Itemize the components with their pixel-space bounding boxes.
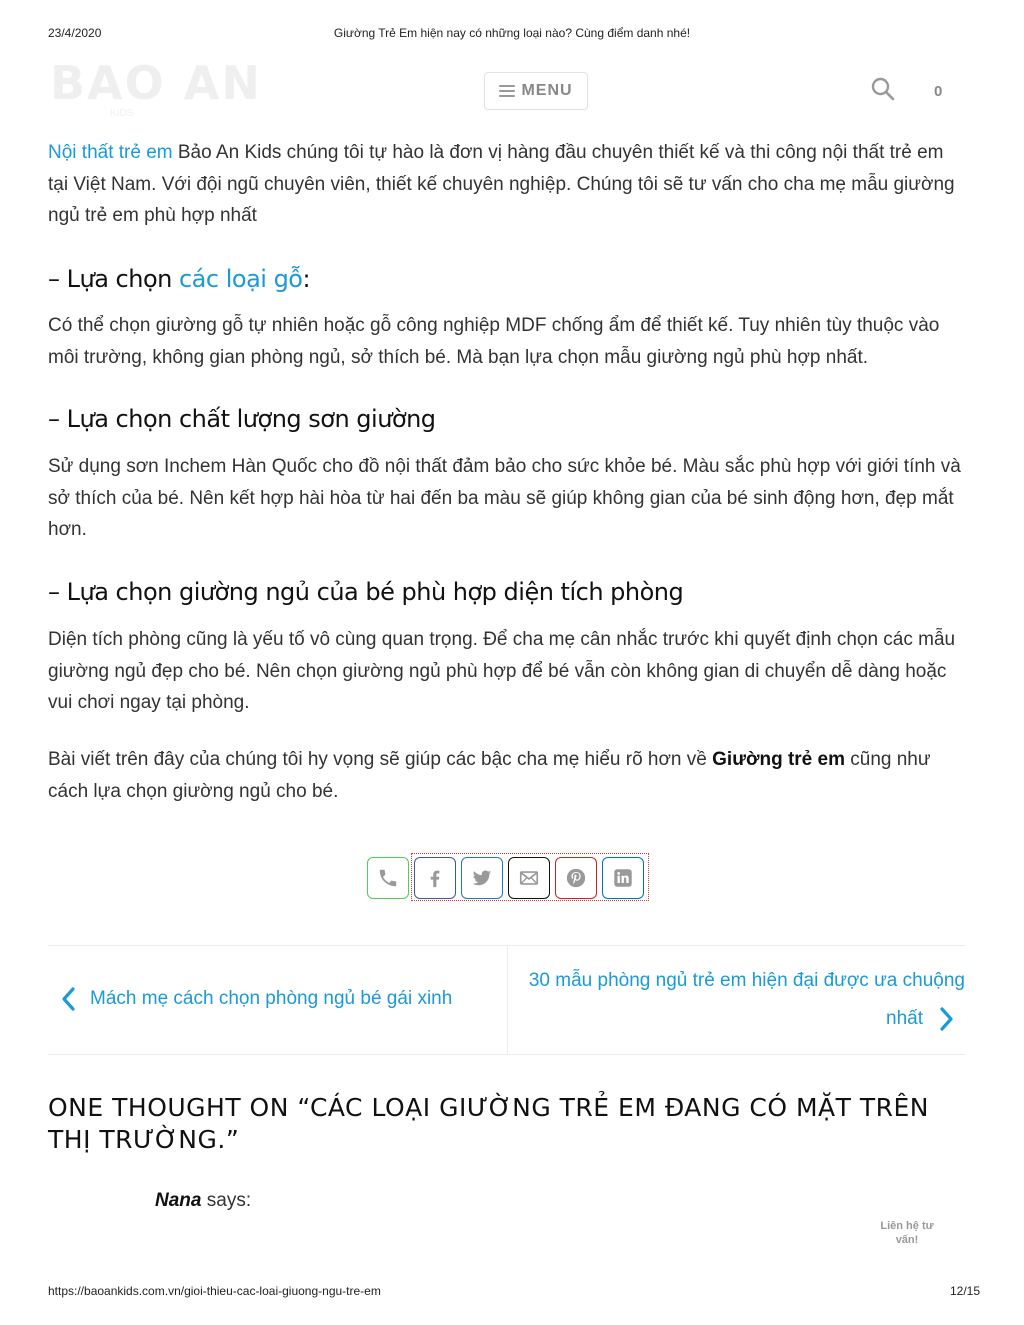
wood-types-link[interactable]: các loại gỗ	[178, 265, 303, 293]
prev-post-link[interactable]	[60, 986, 452, 1012]
section-body-paint: Sử dụng sơn Inchem Hàn Quốc cho đồ nội thất đảm bảo cho sức khỏe bé. Màu sắc phù hợp với giới tính và sở thích của bé. Nên kết hợp hài hòa từ hai đến ba màu sẽ giúp không gian của bé sinh động hơn, đẹp mắt hơn.	[48, 456, 961, 540]
heading-prefix: – Lựa chọn	[48, 265, 179, 293]
print-title: Giường Trẻ Em hiện nay có những loại nào? Cùng điểm danh nhé!	[333, 26, 691, 40]
share-phone-button[interactable]	[367, 857, 409, 899]
email-icon	[518, 867, 540, 889]
print-date: 23/4/2020	[48, 26, 102, 40]
print-page-number: 12/15	[949, 1284, 980, 1298]
comment-says-label: says:	[201, 1190, 252, 1211]
post-navigation-divider	[507, 946, 508, 1054]
logo-subtext: KIDS	[110, 108, 134, 119]
contact-consult-widget[interactable]	[872, 1219, 942, 1247]
prev-post-title: Mách mẹ cách chọn phòng ngủ bé gái xinh	[90, 988, 453, 1009]
section-heading-wood	[48, 265, 310, 293]
conclusion-text-before: Bài viết trên đây của chúng tôi hy vọng sẽ giúp các bậc cha mẹ hiểu rõ hơn về	[48, 749, 713, 770]
conclusion-paragraph	[48, 744, 966, 807]
comments-title: ONE THOUGHT ON “CÁC LOẠI GIƯỜNG TRẺ EM ĐANG CÓ MẶT TRÊN THỊ TRƯỜNG.”	[48, 1093, 930, 1154]
section-body-room-size: Diện tích phòng cũng là yếu tố vô cùng quan trọng. Để cha mẹ cân nhắc trước khi quyết định chọn các mẫu giường ngủ đẹp cho bé. Nên chọn giường ngủ phù hợp để bé vẫn còn không gian di chuyển dễ dàng hoặc vui chơi ngay tại phòng.	[48, 629, 956, 713]
share-pinterest-button[interactable]	[555, 857, 597, 899]
section-heading-paint: – Lựa chọn chất lượng sơn giường	[48, 405, 436, 433]
comment-author-line	[155, 1190, 251, 1212]
conclusion-text-after: cũng như cách lựa chọn giường ngủ cho bé.	[48, 749, 931, 802]
print-footer-url: https://baoankids.com.vn/gioi-thieu-cac-loai-giuong-ngu-tre-em	[48, 1284, 381, 1298]
intro-text: Bảo An Kids chúng tôi tự hào là đơn vị hàng đầu chuyên thiết kế và thi công nội thất trẻ em tại Việt Nam. Với đội ngũ chuyên viên, thiết kế chuyên nghiệp. Chúng tôi sẽ tư vấn cho cha mẹ mẫu giường ngủ trẻ em phù hợp nhất	[48, 142, 955, 226]
menu-label: MENU	[521, 82, 573, 99]
twitter-icon	[471, 867, 493, 889]
cart-count[interactable]: 0	[934, 83, 943, 100]
next-post-title-line2: nhất	[886, 1008, 923, 1029]
logo-text: BAO AN	[50, 56, 262, 110]
linkedin-icon	[612, 867, 634, 889]
intro-paragraph	[48, 137, 966, 232]
share-twitter-button[interactable]	[461, 857, 503, 899]
site-logo[interactable]	[50, 56, 320, 126]
pinterest-icon	[565, 867, 587, 889]
search-icon[interactable]	[870, 76, 896, 102]
contact-line2: vấn!	[895, 1234, 919, 1246]
share-email-button[interactable]	[508, 857, 550, 899]
next-post-title-line1: 30 mẫu phòng ngủ trẻ em hiện đại được ưa chuộng	[528, 970, 965, 991]
facebook-icon	[424, 867, 446, 889]
heading-suffix: :	[302, 265, 311, 293]
kids-furniture-link[interactable]: Nội thất trẻ em	[48, 142, 173, 163]
share-linkedin-button[interactable]	[602, 857, 644, 899]
next-post-title-line2-row	[513, 1000, 965, 1038]
post-navigation	[48, 945, 965, 1055]
chevron-left-icon	[60, 986, 76, 1012]
hamburger-icon	[499, 85, 515, 97]
site-header	[0, 52, 1024, 132]
next-post-link[interactable]	[513, 962, 965, 1038]
menu-button[interactable]	[484, 72, 588, 110]
chevron-right-icon	[939, 1006, 955, 1032]
conclusion-bold-keyword: Giường trẻ em	[712, 749, 845, 770]
section-body-wood: Có thể chọn giường gỗ tự nhiên hoặc gỗ công nghiệp MDF chống ẩm để thiết kế. Tuy nhiên tùy thuộc vào môi trường, không gian phòng ngủ, sở thích bé. Mà bạn lựa chọn mẫu giường ngủ phù hợp nhất.	[48, 315, 940, 368]
comment-author-name[interactable]: Nana	[155, 1190, 202, 1211]
share-facebook-button[interactable]	[414, 857, 456, 899]
contact-line1: Liên hệ tư	[880, 1220, 934, 1232]
section-heading-room-size: – Lựa chọn giường ngủ của bé phù hợp diện tích phòng	[48, 578, 684, 606]
phone-icon	[377, 867, 399, 889]
